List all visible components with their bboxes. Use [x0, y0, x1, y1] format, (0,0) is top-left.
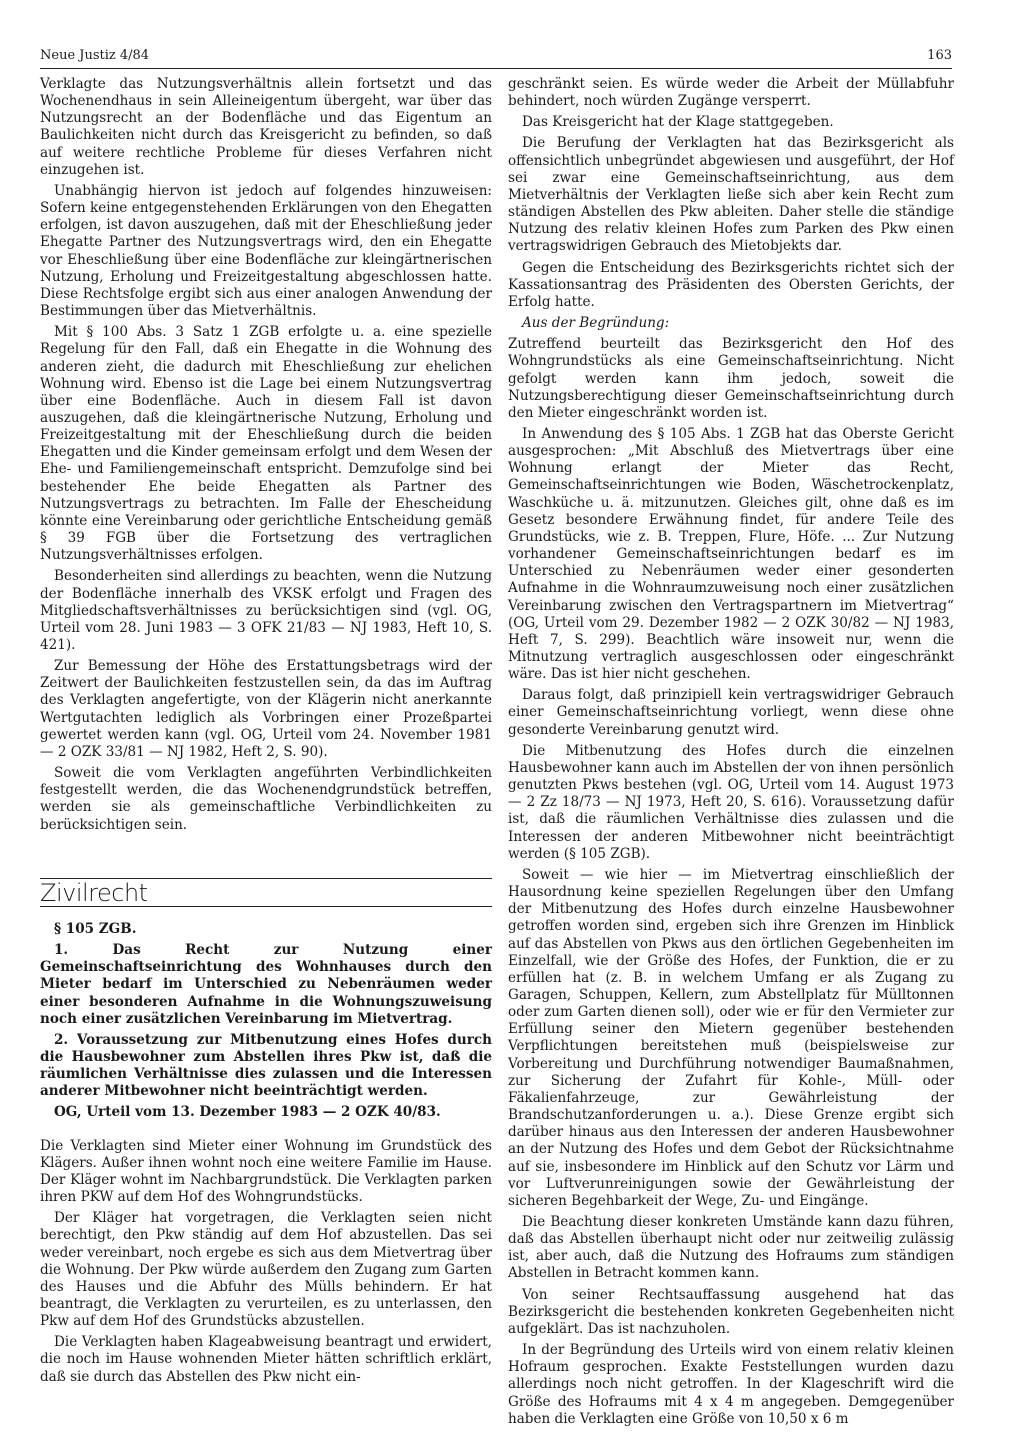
section-title: Zivilrecht: [40, 878, 492, 907]
reason-paragraph: Zutreffend beurteilt das Bezirksgericht den Hof des Wohngrundstücks als eine Gemeinschaftseinrichtung. Nicht gefolgt werden kann ihm jedoch, soweit die Nutzungsberechtigung dieser Gemeinschaftseinrichtung durch den Mieter eingeschränkt worden ist.: [508, 336, 954, 421]
paragraph: geschränkt seien. Es würde weder die Arbeit der Müllabfuhr behindert, noch würden Zugänge versperrt.: [508, 76, 954, 110]
paragraph: Besonderheiten sind allerdings zu beachten, wenn die Nutzung der Bodenfläche innerhalb des VKSK erfolgt und Fragen des Mitgliedschaftsverhältnisses zu berücksichtigen sind (vgl. OG, Urteil vom 28. Juni 1983 — 3 OFK 21/83 — NJ 1983, Heft 10, S. 421).: [40, 568, 492, 653]
paragraph: Gegen die Entscheidung des Bezirksgerichts richtet sich der Kassationsantrag des Präsidenten des Obersten Gerichts, der Erfolg hatte.: [508, 259, 954, 310]
reason-paragraph: Soweit — wie hier — im Mietvertrag einschließlich der Hausordnung keine speziellen Regelungen über den Umfang der Mitbenutzung des Hofes durch einzelne Hausbewohner getroffen worden sind, ergeben sich ihre Grenzen im Hinblick auf das Abstellen von Pkws aus den örtlichen Gegebenheiten im Einzelfall, wie der Größe des Hofes, der Funktion, die er zu erfüllen hat (z. B. in welchem Umfang er als Zugang zu Garagen, Schuppen, Kellern, zum Abstellplatz für Mülltonnen oder zum Garten dienen soll), oder wie er für den Vermieter zur Erfüllung seiner den Mietern gegenüber bestehenden Verpflichtungen bereitstehen muß (beispielsweise zur Vorbereitung und Durchführung notwendiger Baumaßnahmen, zur Sicherung der Zufahrt für Kohle-, Müll- oder Fäkalienfahrzeuge, zur Gewährleistung der Brandschutzanforderungen u. a.). Diese Grenze ergibt sich darüber hinaus aus den Interessen der anderen Hausbewohner an der Nutzung des Hofes und dem Gebot der Rücksichtnahme auf sie, insbesondere im Hinblick auf den Schutz vor Lärm und vor Luftverunreinigungen sowie der Gewährleistung der sicheren Begehbarkeit der Wege, Zu- und Eingänge.: [508, 866, 954, 1209]
headnote-2: 2. Voraussetzung zur Mitbenutzung eines Hofes durch die Hausbewohner zum Abstellen ihres Pkw ist, daß die räumlichen Verhältnisse dies zulassen und die Interessen anderer Mitbewohner nicht beeinträchtigt werden.: [40, 1031, 492, 1100]
case-paragraph: Die Verklagten sind Mieter einer Wohnung im Grundstück des Klägers. Außer ihnen wohnt noch eine weitere Familie im Hause. Der Kläger wohnt im Nachbargrundstück. Die Verklagten parken ihren PKW auf dem Hof des Wohngrundstücks.: [40, 1137, 492, 1206]
paragraph: Die Berufung der Verklagten hat das Bezirksgericht als offensichtlich unbegründet abgewiesen und ausgeführt, der Hof sei zwar eine Gemeinschaftseinrichtung, aus dem Mietverhältnis der Verklagten ließe sich aber kein Recht zum ständigen Abstellen des Pkw ableiten. Daher stelle die ständige Nutzung des relativ kleinen Hofes zum Parken des Pkw einen vertragswidrigen Gebrauch des Mietobjekts dar.: [508, 135, 954, 255]
case-citation: OG, Urteil vom 13. Dezember 1983 — 2 OZK 40/83.: [54, 1104, 441, 1121]
reason-paragraph: Die Mitbenutzung des Hofes durch die einzelnen Hausbewohner kann auch im Abstellen der von ihnen persönlich genutzten Pkws bestehen (vgl. OG, Urteil vom 14. August 1973 — 2 Zz 18/73 — NJ 1973, Heft 20, S. 616). Voraussetzung dafür ist, daß die räumlichen Verhältnisse dies zulassen und die Interessen der anderen Mitbewohner nicht beeinträchtigt werden (§ 105 ZGB).: [508, 742, 954, 862]
reason-paragraph: In Anwendung des § 105 Abs. 1 ZGB hat das Oberste Gericht ausgesprochen: „Mit Abschluß des Mietvertrags über eine Wohnung erlangt der Mieter das Recht, Gemeinschaftseinrichtungen wie Boden, Wäschetrockenplatz, Waschküche u. ä. mitzunutzen. Gleiches gilt, ohne daß es im Gesetz besondere Erwähnung findet, für andere Teile des Grundstücks, wie z. B. Treppen, Flure, Höfe. ... Zur Nutzung vorhandener Gemeinschaftseinrichtungen bedarf es im Unterschied zu Nebenräumen weder einer gesonderten Aufnahme in die Wohnraumzuweisung noch einer zusätzlichen Vereinbarung zwischen den Vertragspartnern im Mietvertrag“ (OG, Urteil vom 29. Dezember 1982 — 2 OZK 30/82 — NJ 1983, Heft 7, S. 299). Beachtlich wäre insoweit nur, wenn die Mitnutzung vertraglich ausgeschlossen oder eingeschränkt wäre. Das ist hier nicht geschehen.: [508, 425, 954, 683]
subheading-reasons: Aus der Begründung:: [522, 315, 670, 332]
journal-title: Neue Justiz 4/84: [40, 48, 150, 63]
reason-paragraph: Daraus folgt, daß prinzipiell kein vertragswidriger Gebrauch einer Gemeinschaftseinrichtung vorliegt, wenn diese ohne gesonderte Vereinbarung genutzt wird.: [508, 687, 954, 738]
page-number: 163: [927, 48, 952, 63]
section-zivilrecht: [40, 878, 492, 1386]
case-paragraph: Die Verklagten haben Klageabweisung beantragt und erwidert, die noch im Hause wohnenden Mieter hätten schriftlich erklärt, daß sie durch das Abstellen des Pkw nicht ein-: [40, 1334, 492, 1385]
reason-paragraph: Die Beachtung dieser konkreten Umstände kann dazu führen, daß das Abstellen überhaupt nicht oder nur zeitweilig zulässig ist, aber auch, daß die Nutzung des Hofraums zum ständigen Abstellen in Betracht kommen kann.: [508, 1214, 954, 1282]
paragraph: Das Kreisgericht hat der Klage stattgegeben.: [522, 114, 834, 131]
paragraph: Mit § 100 Abs. 3 Satz 1 ZGB erfolgte u. a. eine spezielle Regelung für den Fall, daß ein Ehegatte in die Wohnung des anderen zieht, die dadurch mit Eheschließung zur ehelichen Wohnung wird. Ebenso ist die Lage bei einem Nutzungsvertrag über eine Bodenfläche. Auch in diesem Fall ist davon auszugehen, daß die kleingärtnerische Nutzung, Erholung und Freizeitgestaltung mit der Eheschließung durch die beiden Ehegatten und die Kinder gemeinsam erfolgt und dem Wesen der Ehe- und Familiengemeinschaft entspricht. Demzufolge sind bei bestehender Ehe beide Ehegatten als Partner des Nutzungsvertrags zu betrachten. Im Falle der Ehescheidung könnte eine Vereinbarung oder gerichtliche Entscheidung gemäß § 39 FGB über die Fortsetzung des vertraglichen Nutzungsverhältnisses erfolgen.: [40, 324, 492, 564]
reason-paragraph: In der Begründung des Urteils wird von einem relativ kleinen Hofraum gesprochen. Exakte Feststellungen wurden dazu allerdings noch nicht getroffen. In der Klageschrift wird die Größe des Hofraums mit 4 x 4 m angegeben. Demgegenüber haben die Verklagten eine Größe von 10,50 x 6 m: [508, 1342, 954, 1427]
paragraph: Unabhängig hiervon ist jedoch auf folgendes hinzuweisen: Sofern keine entgegenstehenden Erklärungen von den Ehegatten erfolgen, ist davon auszugehen, daß mit der Eheschließung jeder Ehegatte Partner des Nutzungsvertrags wird, den ein Ehegatte vor Eheschließung über eine Bodenfläche zur kleingärtnerischen Nutzung, Erholung und Freizeitgestaltung abgeschlossen hatte. Diese Rechtsfolge ergibt sich aus einer analogen Anwendung der Bestimmungen über das Mietverhältnis.: [40, 182, 492, 320]
paragraph: Soweit die vom Verklagten angeführten Verbindlichkeiten festgestellt werden, die das Wochenendgrundstück betreffen, werden sie als gemeinschaftliche Verbindlichkeiten zu berücksichtigen sein.: [40, 765, 492, 833]
reason-paragraph: Von seiner Rechtsauffassung ausgehend hat das Bezirksgericht die bestehenden konkreten Gegebenheiten nicht aufgeklärt. Das ist nachzuholen.: [508, 1286, 954, 1337]
paragraph: Zur Bemessung der Höhe des Erstattungsbetrags wird der Zeitwert der Baulichkeiten festzustellen sein, da das im Auftrag des Verklagten angefertigte, von der Klägerin nicht anerkannte Wertgutachten lediglich als Vorbringen einer Prozeßpartei gewertet werden kann (vgl. OG, Urteil vom 24. November 1981 — 2 OZK 33/81 — NJ 1982, Heft 2, S. 90).: [40, 658, 492, 760]
headnote-reference: § 105 ZGB.: [54, 920, 137, 937]
left-column: [40, 76, 492, 1390]
paragraph: Verklagte das Nutzungsverhältnis allein fortsetzt und das Wochenendhaus in sein Alleineigentum übergeht, war über das Nutzungsrecht an der Bodenfläche und das Eigentum an Baulichkeiten nicht durch das Kreisgericht zu befinden, so daß auf weitere rechtliche Probleme für dieses Verfahren nicht einzugehen ist.: [40, 76, 492, 178]
page-header: [40, 48, 952, 69]
headnote-1: 1. Das Recht zur Nutzung einer Gemeinschaftseinrichtung des Wohnhauses durch den Mieter bedarf im Unterschied zu Nebenräumen weder einer besonderen Aufnahme in die Wohnungszuweisung noch einer zusätzlichen Vereinbarung im Mietvertrag.: [40, 942, 492, 1027]
right-column: [508, 76, 954, 1432]
case-paragraph: Der Kläger hat vorgetragen, die Verklagten seien nicht berechtigt, den Pkw ständig auf dem Hof abzustellen. Das sei weder vereinbart, noch ergebe es sich aus dem Mietvertrag über die Wohnung. Der Pkw würde außerdem den Zugang zum Garten des Hauses und die Abfuhr des Mülls behindern. Er hat beantragt, die Verklagten zu verurteilen, es zu unterlassen, den Pkw auf dem Hof des Grundstücks abzustellen.: [40, 1210, 492, 1330]
